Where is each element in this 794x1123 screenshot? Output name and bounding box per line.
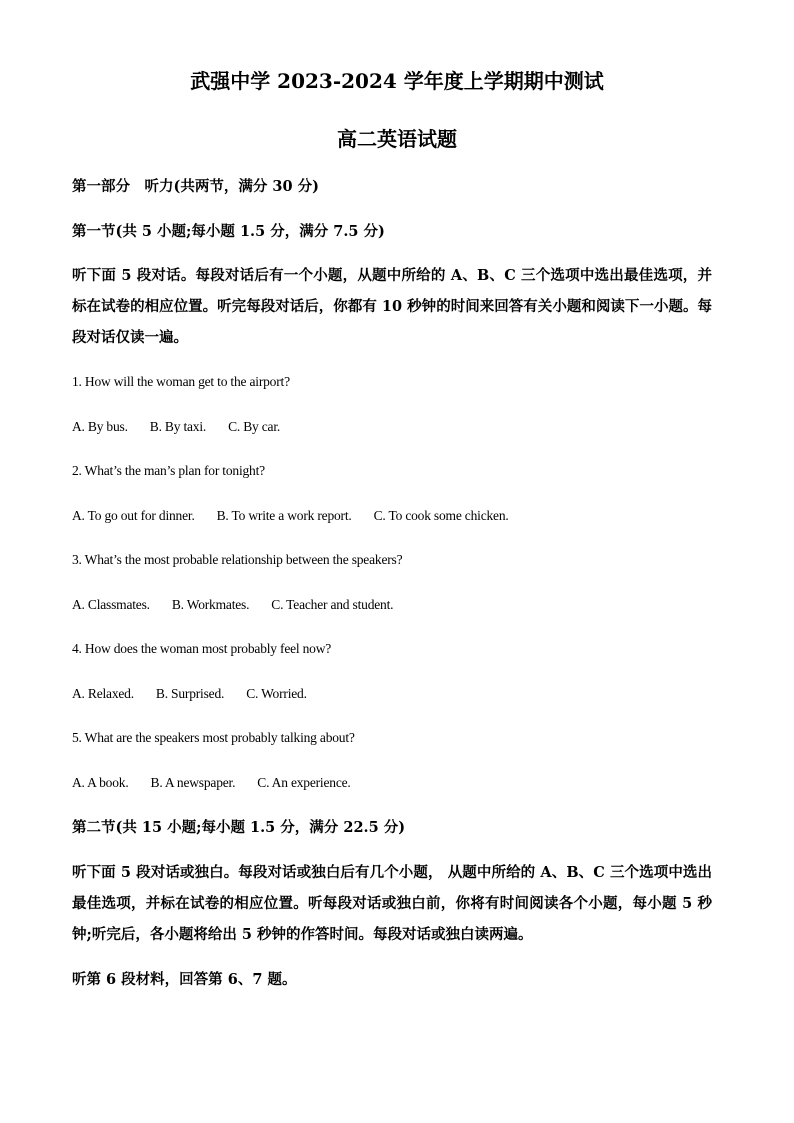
option-c: C. By car. — [228, 419, 281, 434]
option-b: B. To write a work report. — [216, 508, 352, 523]
option-c: C. An experience. — [257, 775, 351, 790]
option-b: B. Workmates. — [171, 597, 250, 612]
option-b: B. A newspaper. — [150, 775, 236, 790]
exam-title: 武强中学 2023-2024 学年度上学期期中测试 — [190, 69, 604, 93]
option-c: C. Teacher and student. — [271, 597, 394, 612]
question-5-options — [72, 774, 373, 792]
question-1-text: 1. How will the woman get to the airport? — [72, 374, 290, 389]
option-a: A. By bus. — [72, 419, 128, 434]
question-4-options — [72, 685, 329, 703]
exam-subtitle: 高二英语试题 — [337, 127, 457, 151]
option-b: B. By taxi. — [149, 419, 207, 434]
question-2-options — [72, 507, 531, 525]
option-a: A. A book. — [72, 775, 129, 790]
option-a: A. Classmates. — [72, 597, 150, 612]
section-one-heading: 第一节(共 5 小题;每小题 1.5 分，满分 7.5 分) — [72, 223, 385, 240]
section-one-instructions: 听下面 5 段对话。每段对话后有一个小题，从题中所给的 A、B、C 三个选项中选出最佳选项，并标在试卷的相应位置。听完每段对话后，你都有 10 秒钟的时间来回答有关小题和阅读下一小题。每段对话仅读一遍。 — [72, 267, 712, 346]
section-two-instructions: 听下面 5 段对话或独白。每段对话或独白后有几个小题， 从题中所给的 A、B、C 三个选项中选出最佳选项，并标在试卷的相应位置。听每段对话或独白前，你将有时间阅读各个小题，每小题 5 秒钟;听完后，各小题将给出 5 秒钟的作答时间。每段对话或独白读两遍。 — [72, 864, 712, 943]
question-2-text: 2. What’s the man’s plan for tonight? — [72, 463, 265, 478]
question-3-text: 3. What’s the most probable relationship between the speakers? — [72, 552, 403, 567]
option-c: C. To cook some chicken. — [373, 508, 509, 523]
question-3-options — [72, 596, 415, 614]
option-c: C. Worried. — [246, 686, 307, 701]
section-two-heading: 第二节(共 15 小题;每小题 1.5 分，满分 22.5 分) — [72, 819, 406, 836]
question-1-options — [72, 418, 302, 436]
question-4-text: 4. How does the woman most probably feel now? — [72, 641, 332, 656]
option-a: A. To go out for dinner. — [72, 508, 195, 523]
part-one-heading: 第一部分 听力(共两节，满分 30 分) — [72, 178, 319, 195]
option-b: B. Surprised. — [155, 686, 225, 701]
option-a: A. Relaxed. — [72, 686, 134, 701]
material-note: 听第 6 段材料，回答第 6、7 题。 — [72, 971, 297, 988]
question-5-text: 5. What are the speakers most probably talking about? — [72, 730, 355, 745]
